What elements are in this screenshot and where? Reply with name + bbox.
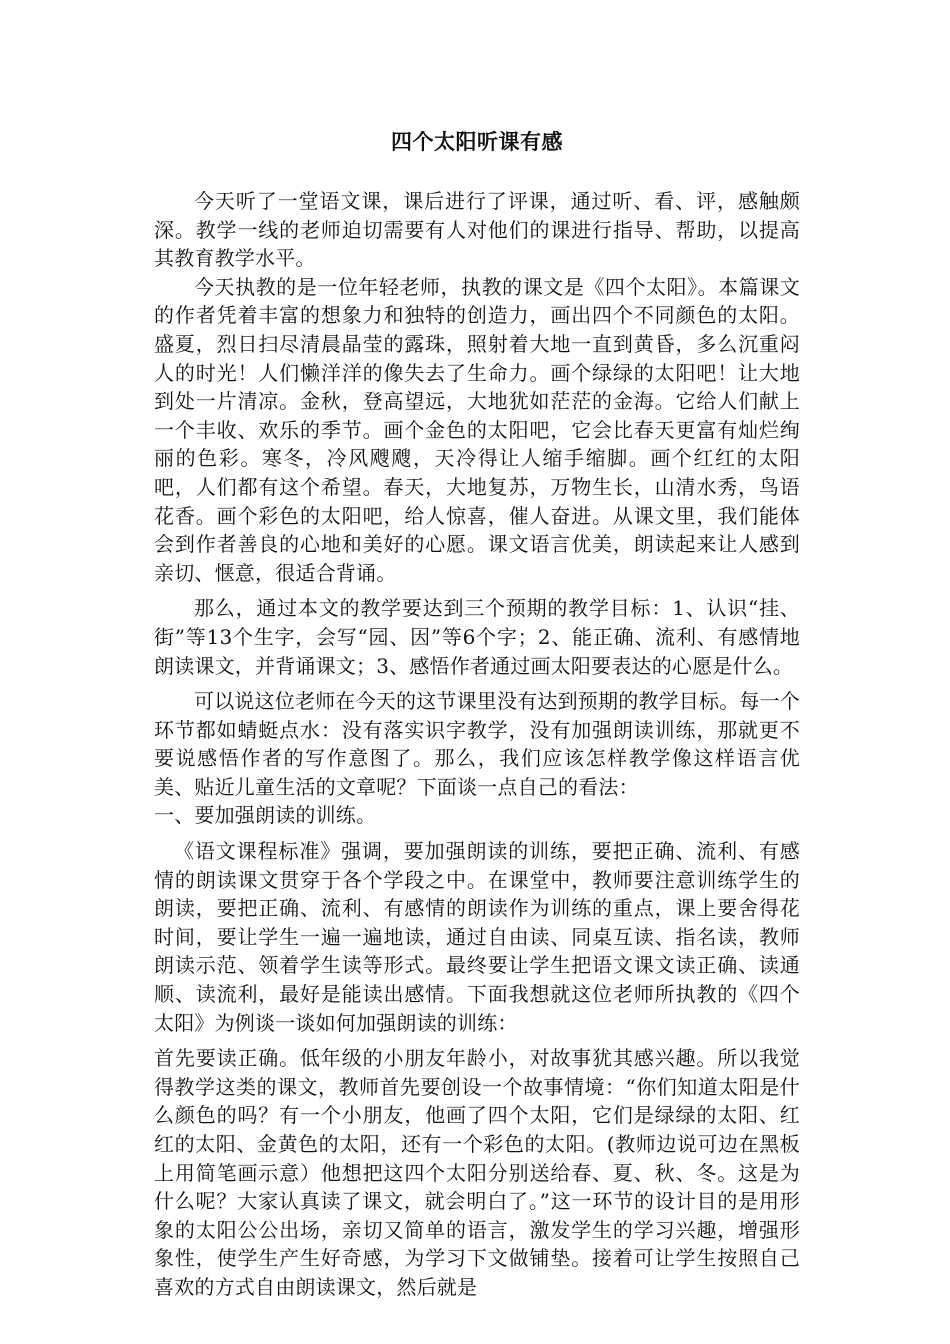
paragraph-evaluation: 可以说这位老师在今天的这节课里没有达到预期的教学目标。每一个环节都如蜻蜓点水：没有落实识字教学，没有加强朗读训练，那就更不要说感悟作者的写作意图了。那么，我们应该怎样教学像这样语言优美、贴近儿童生活的文章呢？下面谈一点自己的看法： (154, 689, 800, 799)
document-body (154, 122, 800, 1302)
section-heading-reading-training: 一、要加强朗读的训练。 (154, 803, 377, 828)
paragraph-lesson-summary: 今天执教的是一位年轻老师，执教的课文是《四个太阳》。本篇课文的作者凭着丰富的想象力和独特的创造力，画出四个不同颜色的太阳。盛夏，烈日扫尽清晨晶莹的露珠，照射着大地一直到黄昏，多么沉重闷人的时光！人们懒洋洋的像失去了生命力。画个绿绿的太阳吧！让大地到处一片清凉。金秋，登高望远，大地犹如茫茫的金海。它给人们献上一个丰收、欢乐的季节。画个金色的太阳吧，它会比春天更富有灿烂绚丽的色彩。寒冬，冷风飕飕，天冷得让人缩手缩脚。画个红红的太阳吧，人们都有这个希望。春天，大地复苏，万物生长，山清水秀，鸟语花香。画个彩色的太阳吧，给人惊喜，催人奋进。从课文里，我们能体会到作者善良的心地和美好的心愿。课文语言优美，朗读起来让人感到亲切、惬意，很适合背诵。 (154, 274, 800, 585)
paragraph-intro: 今天听了一堂语文课，课后进行了评课，通过听、看、评，感触颇深。教学一线的老师迫切需要有人对他们的课进行指导、帮助，以提高其教育教学水平。 (154, 189, 800, 271)
paragraph-teaching-goals: 那么，通过本文的教学要达到三个预期的教学目标：1、认识“挂、街”等13个生字，会写“园、因”等6个字；2、能正确、流利、有感情地朗读课文，并背诵课文；3、感悟作者通过画太阳要表达的心愿是什么。 (154, 596, 800, 678)
paragraph-curriculum-standard: 《语文课程标准》强调，要加强朗读的训练，要把正确、流利、有感情的朗读课文贯穿于各个学段之中。在课堂中，教师要注意训练学生的朗读，要把正确、流利、有感情的朗读作为训练的重点，课上要舍得花时间，要让学生一遍一遍地读，通过自由读、同桌互读、指名读，教师朗读示范、领着学生读等形式。最终要让学生把语文课文读正确、读通顺、读流利，最好是能读出感情。下面我想就这位老师所执教的《四个太阳》为例谈一谈如何加强朗读的训练： (154, 839, 800, 1035)
document-title: 四个太阳听课有感 (391, 130, 563, 154)
paragraph-read-correctly: 首先要读正确。低年级的小朋友年龄小，对故事犹其感兴趣。所以我觉得教学这类的课文，教师首先要创设一个故事情境：“你们知道太阳是什么颜色的吗？有一个小朋友，他画了四个太阳，它们是绿绿的太阳、红红的太阳、金黄色的太阳，还有一个彩色的太阳。(教师边说可边在黑板上用简笔画示意）他想把这四个太阳分别送给春、夏、秋、冬。这是为什么呢？大家认真读了课文，就会明白了。”这一环节的设计目的是用形象的太阳公公出场，亲切又简单的语言，激发学生的学习兴趣，增强形象性，使学生产生好奇感，为学习下文做铺垫。接着可让学生按照自己喜欢的方式自由朗读课文，然后就是 (154, 1046, 800, 1299)
